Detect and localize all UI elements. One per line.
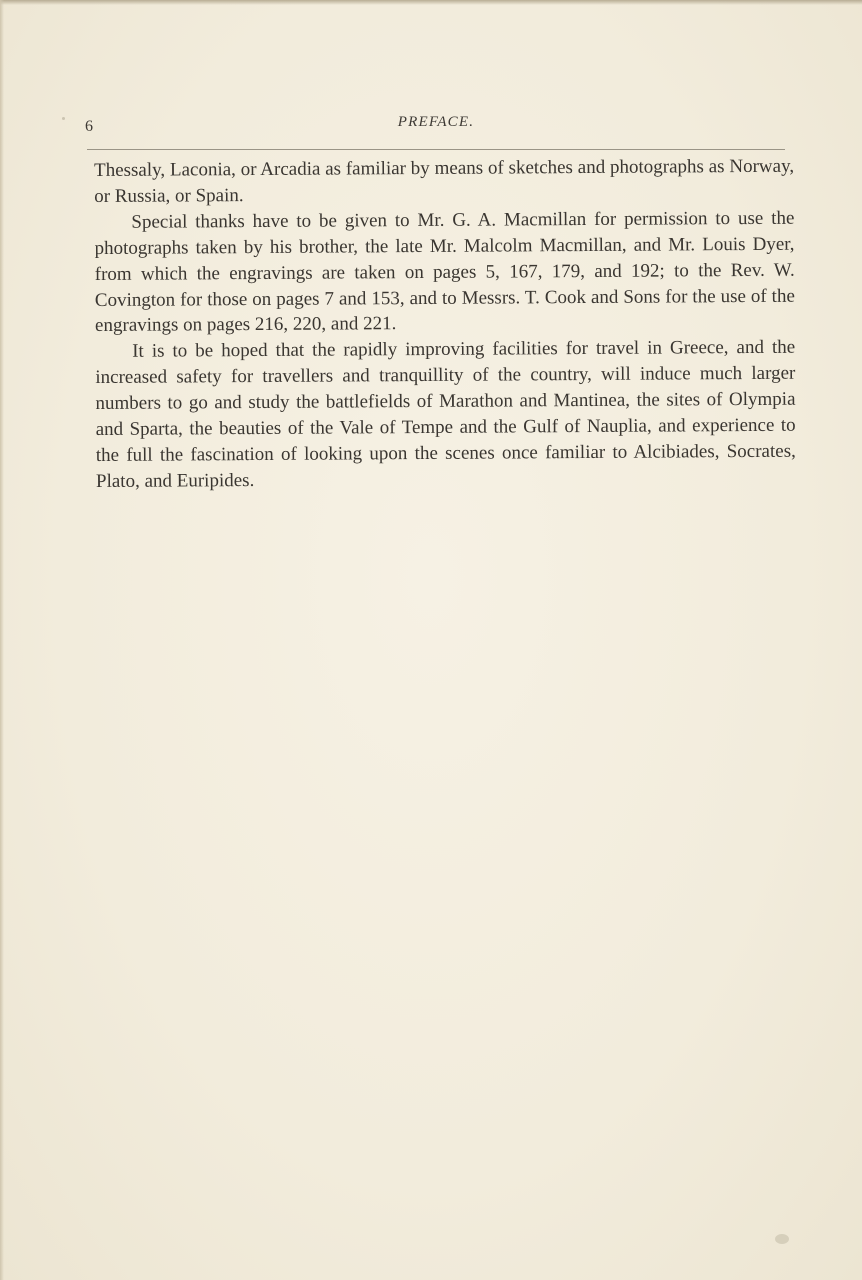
running-title: PREFACE.	[397, 114, 475, 130]
body-text	[94, 154, 796, 495]
page-header	[85, 112, 787, 142]
paragraph-3: It is to be hoped that the rapidly improving facilities for travel in Greece, and the increased safety for travellers and tranquillity of the country, will induce much larger numbers to go and study the battlefields of Marathon and Mantinea, the sites of Olympia and Sparta, the beauties of the Vale of Tempe and the Gulf of Nauplia, and experience to the full the fascination of looking upon the scenes once familiar to Alcibiades, Socrates, Plato, and Euripides.	[95, 337, 796, 492]
header-rule	[87, 149, 785, 150]
paragraph-2: Special thanks have to be given to Mr. G. A. Macmillan for permission to use the photographs taken by his brother, the late Mr. Malcolm Macmillan, and Mr. Louis Dyer, from which the engravings are taken on pages 5, 167, 179, and 192; to the Rev. W. Covington for those on pages 7 and 153, and to Messrs. T. Cook and Sons for the use of the engravings on pages 216, 220, and 221.	[94, 207, 795, 337]
paper-speck	[62, 117, 65, 120]
paper-stain	[775, 1234, 789, 1244]
page-number: 6	[85, 118, 93, 135]
page-top-edge	[0, 0, 862, 5]
paragraph-1: Thessaly, Laconia, or Arcadia as familiar by means of sketches and photographs as Norway, or Russia, or Spain.	[94, 155, 795, 207]
show-through-texture	[100, 710, 790, 1150]
page-left-edge	[0, 0, 4, 1280]
